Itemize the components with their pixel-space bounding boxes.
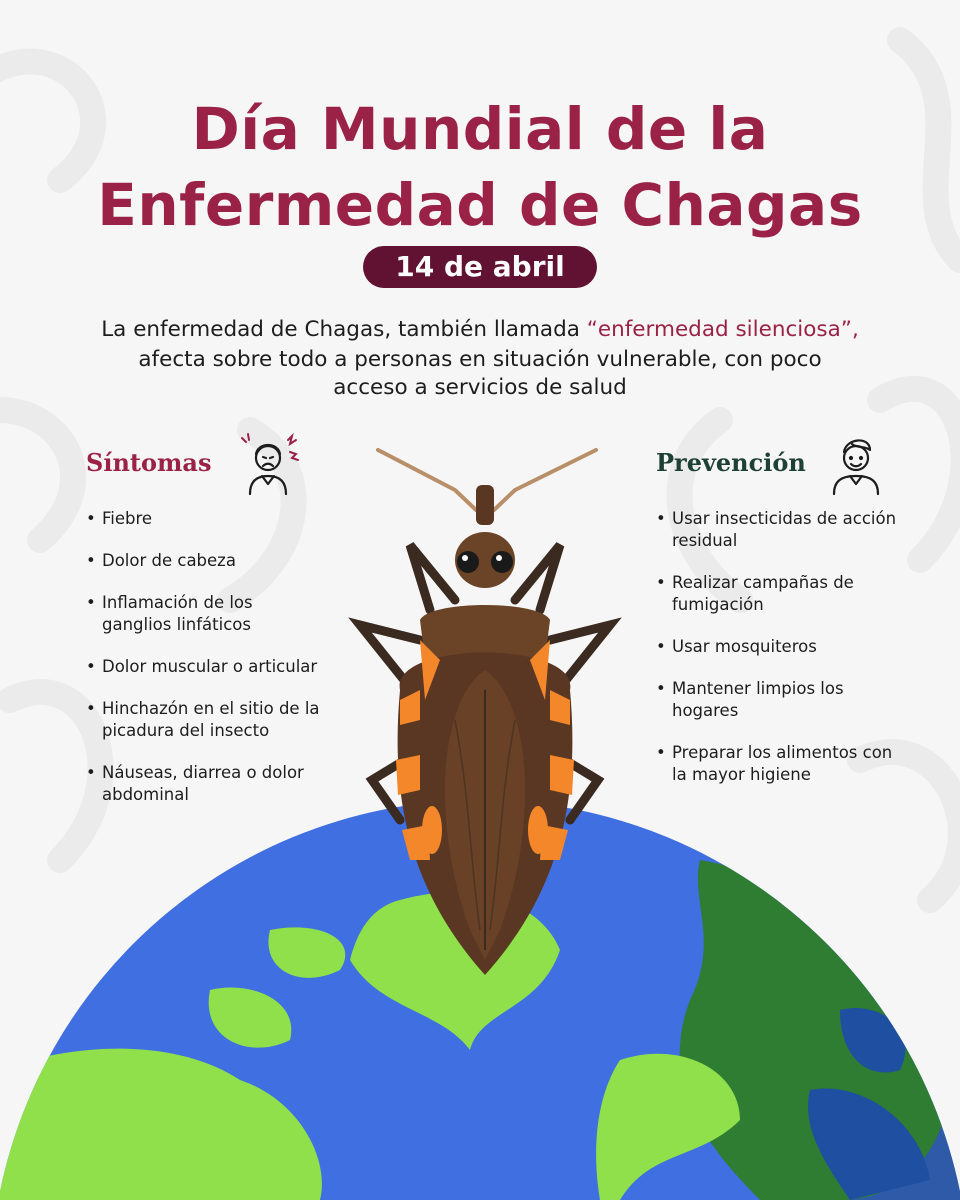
- intro-line-3: acceso a servicios de salud: [333, 375, 627, 400]
- prevention-item: • Realizar campañas de fumigación: [656, 572, 906, 616]
- symptom-item: • Náuseas, diarrea o dolor abdominal: [86, 762, 326, 806]
- intro-line-1-text: La enfermedad de Chagas, también llamada: [101, 317, 587, 342]
- symptom-item: • Fiebre: [86, 508, 326, 530]
- date-badge: 14 de abril: [363, 246, 597, 288]
- prevention-item: • Usar mosquiteros: [656, 636, 906, 658]
- symptom-item: • Inflamación de los ganglios linfáticos: [86, 592, 326, 636]
- prevention-heading: Prevención: [656, 448, 806, 477]
- symptom-item: • Dolor de cabeza: [86, 550, 326, 572]
- intro-line-2: afecta sobre todo a personas en situación vulnerable, con poco: [138, 347, 822, 372]
- sick-person-icon: [236, 430, 302, 496]
- prevention-list: [656, 508, 906, 806]
- prevention-item: • Usar insecticidas de acción residual: [656, 508, 906, 552]
- title-line-2: Enfermedad de Chagas: [97, 171, 863, 239]
- symptom-item: • Hinchazón en el sitio de la picadura del insecto: [86, 698, 326, 742]
- title-line-1: Día Mundial de la: [191, 95, 769, 163]
- prevention-item: • Preparar los alimentos con la mayor higiene: [656, 742, 906, 786]
- happy-person-icon: [826, 430, 886, 496]
- symptoms-list: [86, 508, 326, 826]
- intro-highlight: “enfermedad silenciosa”,: [586, 317, 859, 342]
- prevention-item: • Mantener limpios los hogares: [656, 678, 906, 722]
- symptom-item: • Dolor muscular o articular: [86, 656, 326, 678]
- symptoms-heading: Síntomas: [86, 448, 212, 477]
